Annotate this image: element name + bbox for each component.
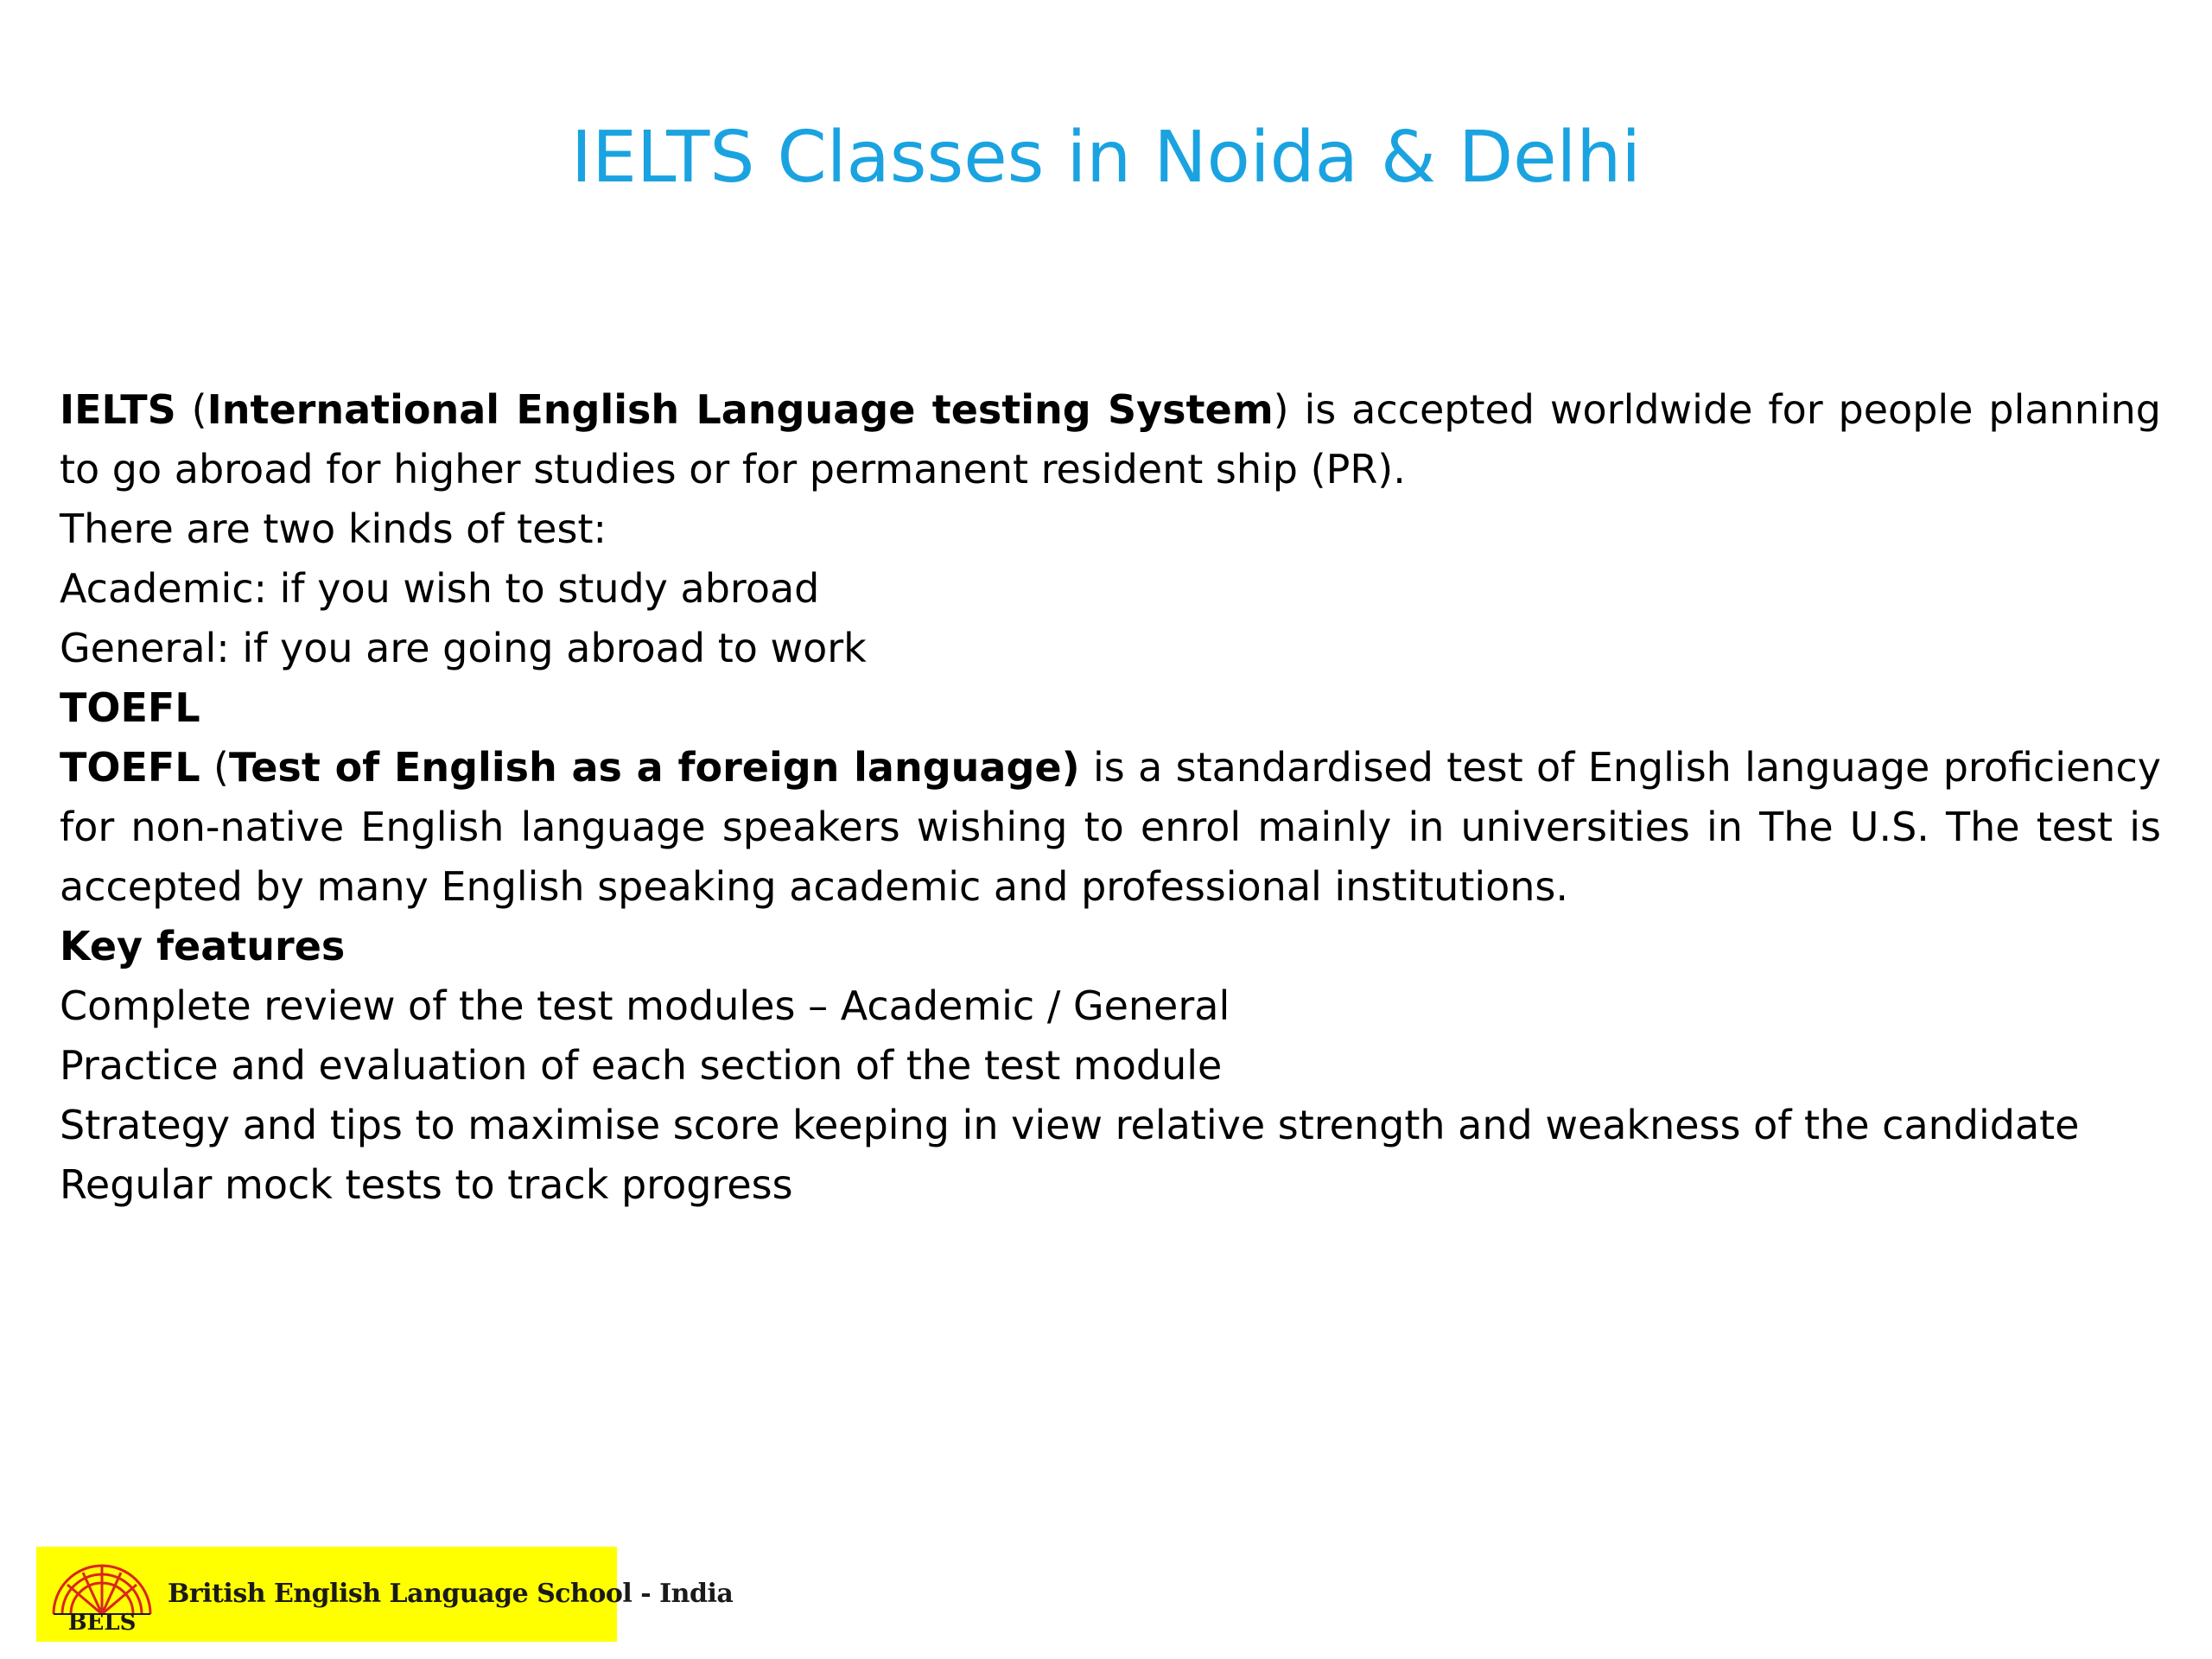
ielts-kind-general: General: if you are going abroad to work — [60, 625, 867, 671]
key-features-heading: Key features — [60, 923, 346, 969]
school-name: British English Language School - India — [168, 1579, 734, 1609]
ielts-full-name: International English Language testing System — [207, 386, 1274, 433]
toefl-paragraph — [60, 738, 2161, 917]
ielts-paren: ( — [175, 386, 207, 433]
bels-emblem-icon — [41, 1552, 162, 1637]
bels-emblem-text: BELS — [67, 1610, 137, 1636]
school-logo-banner — [36, 1547, 734, 1642]
toefl-heading: TOEFL — [60, 684, 200, 731]
toefl-abbr: TOEFL — [60, 744, 200, 791]
key-feature-item: Regular mock tests to track progress — [60, 1161, 793, 1208]
key-feature-item: Strategy and tips to maximise score keeping in view relative strength and weakness of the candidate — [60, 1102, 2080, 1148]
key-feature-item: Practice and evaluation of each section of the test module — [60, 1042, 1223, 1089]
toefl-paren: ( — [200, 744, 229, 791]
toefl-description: is a standardised test of English language proficiency for non-native English language speakers wishing to enrol mainly in universities in The U.S. The test is accepted by many English speaking academic and professional institutions. — [60, 744, 2161, 910]
slide-content — [60, 380, 2161, 1215]
page-title: IELTS Classes in Noida & Delhi — [570, 117, 1642, 199]
toefl-full-name: Test of English as a foreign language) — [228, 744, 1080, 791]
ielts-abbr: IELTS — [60, 386, 176, 433]
key-feature-item: Complete review of the test modules – Academic / General — [60, 982, 1230, 1029]
ielts-kind-academic: Academic: if you wish to study abroad — [60, 565, 820, 612]
ielts-paragraph — [60, 380, 2161, 499]
ielts-kinds-intro: There are two kinds of test: — [60, 505, 607, 552]
ielts-description: ) is accepted worldwide for people planning to go abroad for higher studies or for permanent resident ship (PR). — [60, 386, 2161, 493]
